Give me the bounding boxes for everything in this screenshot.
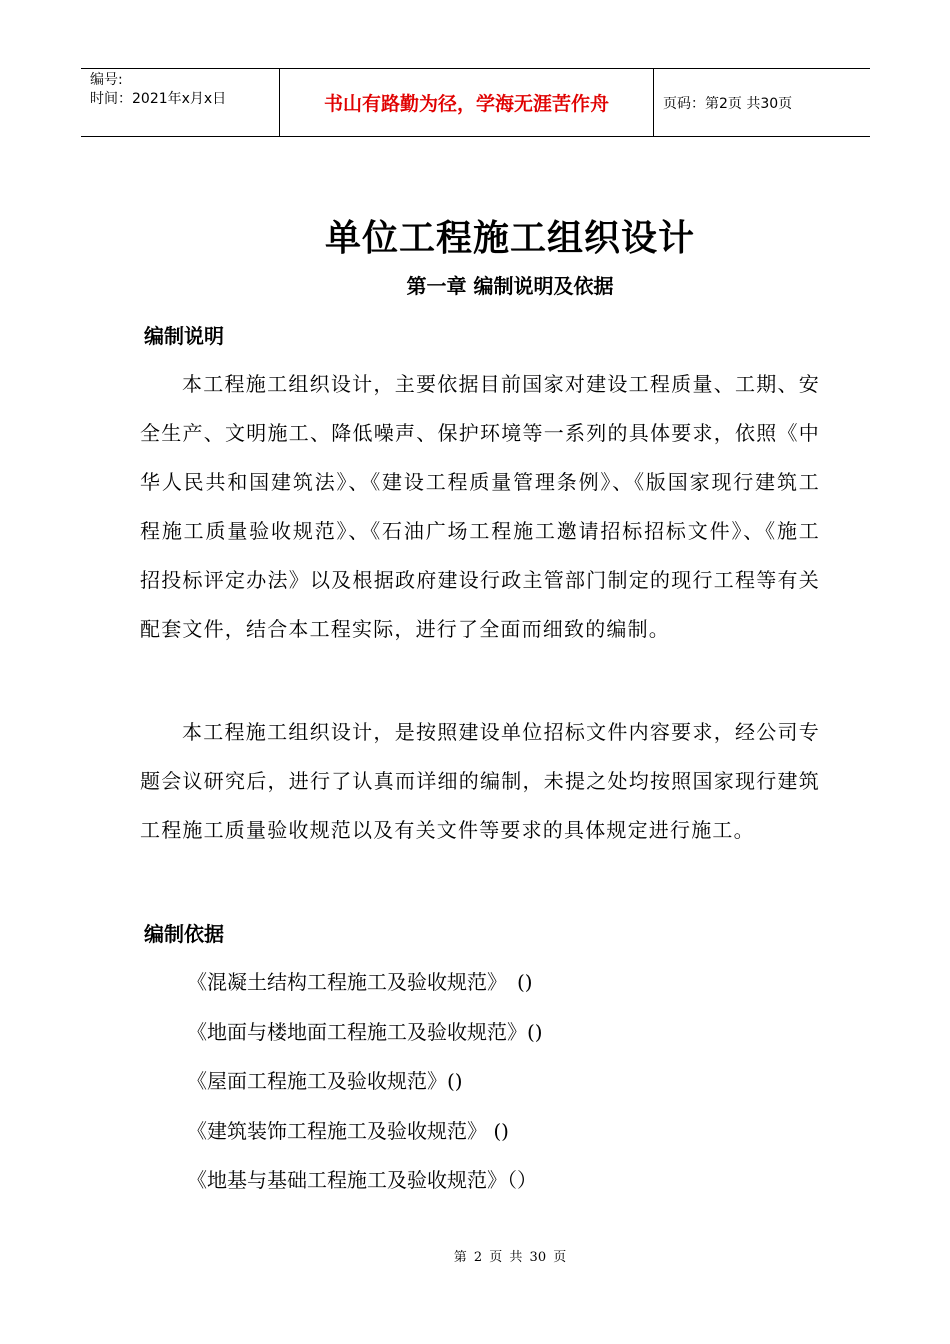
basis-item: 《混凝土结构工程施工及验收规范》 () (187, 970, 533, 994)
document-title: 单位工程施工组织设计 (324, 218, 695, 259)
section-heading-description: 编制说明 (144, 324, 224, 348)
paragraph-2: 本工程施工组织设计，是按照建设单位招标文件内容要求，经公司专题会议研究后，进行了认真而详细的编制，未提之处均按照国家现行建筑工程施工质量验收规范以及有关文件等要求的具体规定进行施工。 (140, 720, 820, 842)
section-heading-basis: 编制依据 (144, 922, 224, 946)
motto-text: 书山有路勤为径，学海无涯苦作舟 (323, 93, 609, 115)
paragraph-1: 本工程施工组织设计，主要依据目前国家对建设工程质量、工期、安全生产、文明施工、降低噪声、保护环境等一系列的具体要求，依照《中华人民共和国建筑法》、《建设工程质量管理条例》、《版国家现行建筑工程施工质量验收规范》、《石油广场工程施工邀请招标招标文件》、《施工招投标评定办法》以及根据政府建设行政主管部门制定的现行工程等有关配套文件，结合本工程实际，进行了全面而细致的编制。 (140, 372, 820, 641)
basis-item: 《建筑装饰工程施工及验收规范》 () (187, 1118, 509, 1143)
basis-list (187, 958, 543, 1206)
header-motto-cell (280, 69, 654, 136)
header-page-cell (654, 69, 870, 136)
page-info: 页码：第2页 共30页 (663, 95, 793, 112)
time-label: 时间：2021年x月x日 (90, 91, 227, 107)
basis-item: 《地面与楼地面工程施工及验收规范》() (187, 1019, 543, 1044)
chapter-heading: 第一章 编制说明及依据 (406, 274, 614, 298)
basis-item: 《地基与基础工程施工及验收规范》（） (187, 1168, 537, 1192)
basis-item: 《屋面工程施工及验收规范》() (187, 1069, 463, 1093)
number-label: 编号: (90, 72, 123, 88)
header-meta-cell (81, 69, 280, 136)
header-table (81, 68, 870, 137)
page-footer: 第 2 页 共 30 页 (453, 1250, 567, 1265)
